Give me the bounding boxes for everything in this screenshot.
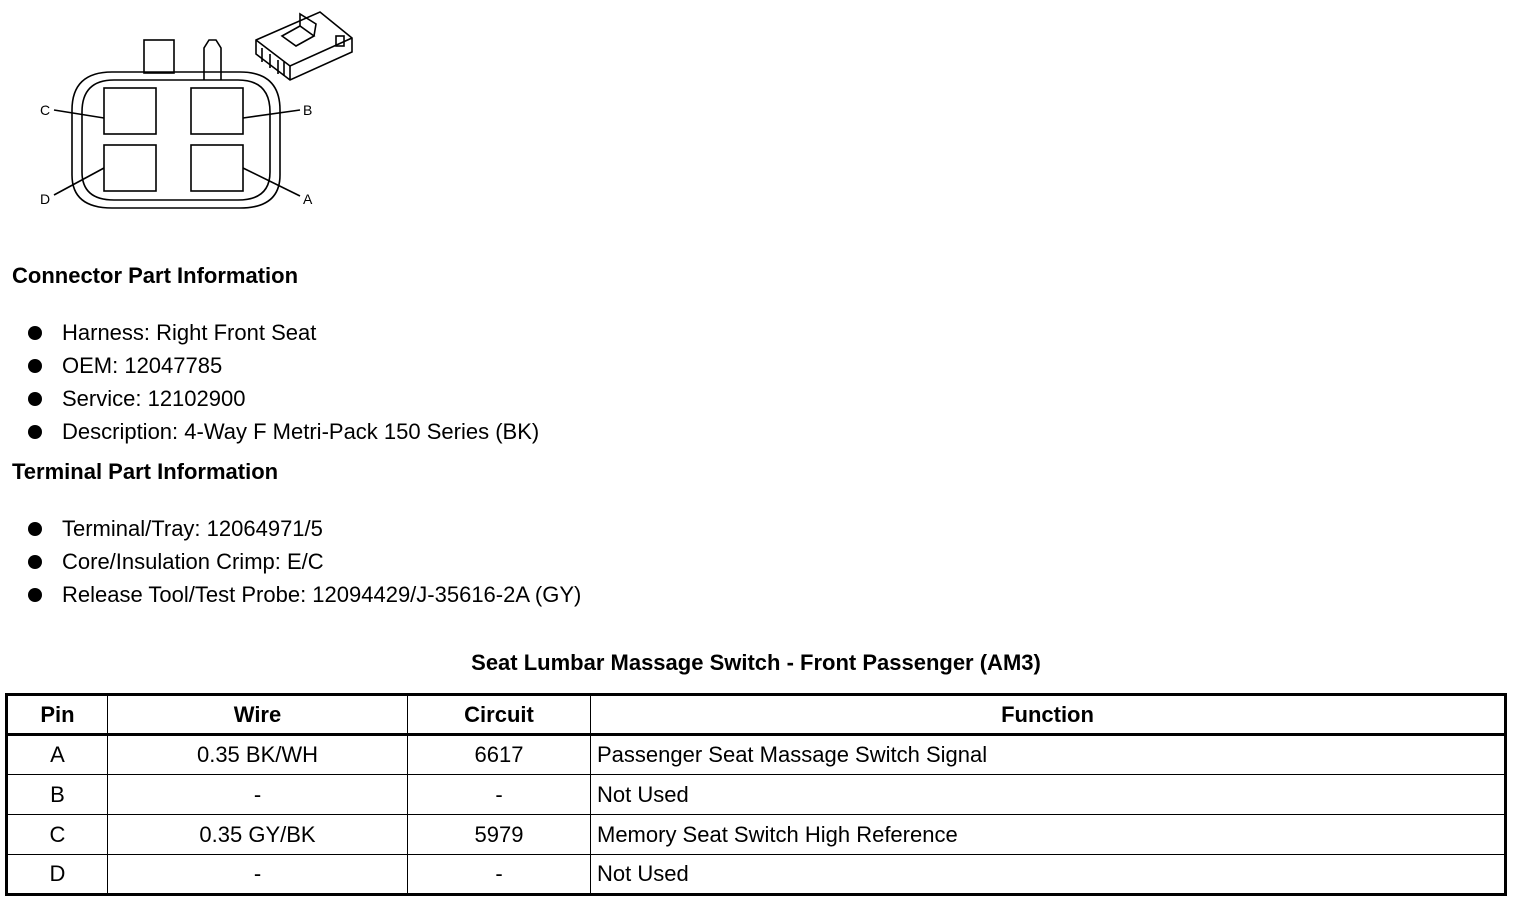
cell-function: Not Used [591, 775, 1506, 815]
pin-label-d: D [40, 191, 51, 207]
connector-info-list [28, 316, 539, 448]
list-item: Harness: Right Front Seat [28, 316, 539, 349]
bullet-icon [28, 359, 42, 373]
cell-circuit: - [408, 775, 591, 815]
list-item: Release Tool/Test Probe: 12094429/J-35616-2A (GY) [28, 578, 581, 611]
cell-pin: A [7, 735, 108, 775]
cell-circuit: 5979 [408, 815, 591, 855]
cell-function: Not Used [591, 855, 1506, 895]
cell-wire: 0.35 BK/WH [108, 735, 408, 775]
list-item: Description: 4-Way F Metri-Pack 150 Series (BK) [28, 415, 539, 448]
cavity-a [191, 145, 243, 191]
bullet-icon [28, 326, 42, 340]
pin-label-b: B [303, 102, 313, 118]
connector-diagram [0, 0, 380, 225]
cell-wire: 0.35 GY/BK [108, 815, 408, 855]
column-header-circuit: Circuit [408, 695, 591, 735]
list-item: Core/Insulation Crimp: E/C [28, 545, 581, 578]
connector-housing-outer [72, 72, 280, 208]
cell-function: Memory Seat Switch High Reference [591, 815, 1506, 855]
pin-label-c: C [40, 102, 51, 118]
bullet-icon [28, 425, 42, 439]
column-header-wire: Wire [108, 695, 408, 735]
list-item: Service: 12102900 [28, 382, 539, 415]
cell-circuit: - [408, 855, 591, 895]
table-title: Seat Lumbar Massage Switch - Front Passenger (AM3) [471, 650, 1041, 675]
list-item: OEM: 12047785 [28, 349, 539, 382]
cell-pin: B [7, 775, 108, 815]
pin-label-a: A [303, 191, 313, 207]
connector-isometric-icon [256, 12, 352, 80]
terminal-info-list [28, 512, 581, 611]
cell-wire: - [108, 775, 408, 815]
connector-key-post [204, 40, 221, 80]
table-row [7, 735, 1506, 775]
terminal-info-title: Terminal Part Information [12, 459, 279, 484]
column-header-function: Function [591, 695, 1506, 735]
cavity-d [104, 145, 156, 191]
connector-housing-inner [82, 80, 270, 200]
table-row [7, 815, 1506, 855]
bullet-icon [28, 392, 42, 406]
bullet-icon [28, 588, 42, 602]
cell-wire: - [108, 855, 408, 895]
column-header-pin: Pin [7, 695, 108, 735]
cell-pin: C [7, 815, 108, 855]
cell-pin: D [7, 855, 108, 895]
bullet-icon [28, 522, 42, 536]
table-header-row [7, 695, 1506, 735]
bullet-icon [28, 555, 42, 569]
cell-function: Passenger Seat Massage Switch Signal [591, 735, 1506, 775]
connector-info-title: Connector Part Information [12, 263, 299, 288]
list-item: Terminal/Tray: 12064971/5 [28, 512, 581, 545]
table-row [7, 855, 1506, 895]
cell-circuit: 6617 [408, 735, 591, 775]
cavity-b [191, 88, 243, 134]
cavity-c [104, 88, 156, 134]
connector-latch-tab [144, 40, 174, 73]
pinout-table [5, 693, 1507, 896]
table-row [7, 775, 1506, 815]
